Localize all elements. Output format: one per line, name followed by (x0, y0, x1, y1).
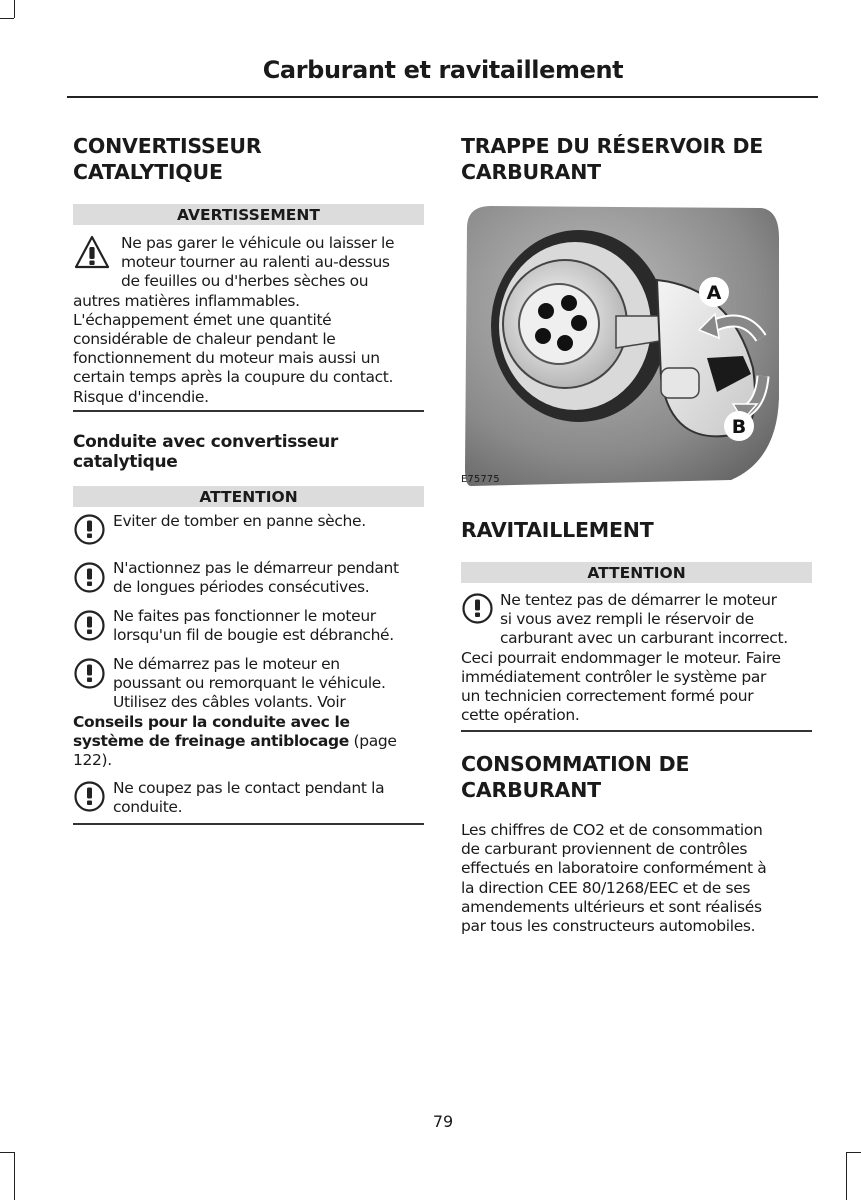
warning-text-indented (121, 234, 429, 292)
crop-mark (846, 1152, 861, 1153)
text-line: Ceci pourrait endommager le moteur. Faire (461, 648, 781, 667)
filler-neck (519, 284, 599, 364)
cross-reference-link[interactable]: système de freinage antiblocage (73, 731, 349, 750)
text-line: Ne coupez pas le contact pendant la (113, 779, 385, 797)
section-heading-refuelling: RAVITAILLEMENT (461, 518, 654, 542)
text-line: Les chiffres de CO2 et de consommation (461, 821, 763, 839)
caution-text (113, 559, 429, 597)
text-line: Utilisez des câbles volants. Voir (113, 693, 346, 712)
cross-reference (73, 713, 429, 771)
text-line: de carburant proviennent de contrôles (461, 840, 748, 859)
heading-line: CARBURANT (461, 778, 601, 802)
section-heading-catalytic-converter (73, 133, 261, 185)
caution-text (113, 655, 429, 713)
refuel-caution-text-indented (500, 591, 817, 649)
flap-latch (661, 368, 699, 398)
text-line: effectués en laboratoire conformément à (461, 859, 767, 878)
figure-code: E75775 (461, 474, 500, 485)
text-line: Ne pas garer le véhicule ou laisser le (121, 234, 395, 252)
text-line: moteur tourner au ralenti au-dessus (121, 253, 390, 272)
text-line: lorsqu'un fil de bougie est débranché. (113, 626, 394, 645)
text-line: immédiatement contrôler le système par (461, 667, 767, 686)
text-line: la direction CEE 80/1268/EEC et de ses (461, 878, 751, 897)
text-line: certain temps après la coupure du contact. (73, 368, 394, 387)
section-heading-fuel-flap (461, 133, 763, 185)
text-line: par tous les constructeurs automobiles. (461, 917, 756, 936)
heading-line: TRAPPE DU RÉSERVOIR DE (461, 134, 764, 158)
heading-line: CONVERTISSEUR (73, 134, 262, 158)
text-line: poussant ou remorquant le véhicule. (113, 674, 386, 693)
heading-line: CATALYTIQUE (73, 160, 223, 184)
caution-text (113, 779, 429, 817)
warning-triangle-icon (73, 234, 111, 272)
text-line: si vous avez rempli le réservoir de (500, 610, 754, 629)
caution-exclamation-icon (73, 513, 106, 546)
warning-bar: AVERTISSEMENT (73, 204, 424, 225)
heading-line: CARBURANT (461, 160, 601, 184)
section-heading-fuel-consumption (461, 751, 689, 803)
caution-exclamation-icon (73, 657, 106, 690)
heading-line: CONSOMMATION DE (461, 752, 690, 776)
text-line: amendements ultérieurs et sont réalisés (461, 897, 762, 916)
attention-bar: ATTENTION (461, 562, 812, 583)
text-line: cette opération. (461, 706, 580, 725)
text-line: de feuilles ou d'herbes sèches ou (121, 272, 369, 291)
crop-mark (846, 1152, 847, 1200)
text-line: fonctionnement du moteur mais aussi un (73, 349, 380, 368)
crop-mark (14, 0, 15, 18)
crop-mark (0, 1152, 14, 1153)
subheading-driving-catalytic (73, 433, 338, 472)
text-line: un technicien correctement formé pour (461, 687, 754, 705)
cross-reference-link[interactable]: Conseils pour la conduite avec le (73, 712, 350, 731)
text-fragment: (page (348, 731, 397, 750)
header-rule (67, 96, 818, 98)
text-line: autres matières inflammables. (73, 291, 300, 310)
text-line: 122). (73, 751, 112, 769)
page-title: Carburant et ravitaillement (262, 56, 624, 84)
page-number: 79 (432, 1112, 454, 1131)
text-line: Ne tentez pas de démarrer le moteur (500, 591, 777, 609)
caution-text: Eviter de tomber en panne sèche. (113, 512, 366, 530)
refuel-caution-text (461, 649, 817, 726)
text-line: L'échappement émet une quantité (73, 310, 332, 329)
caution-exclamation-icon (73, 561, 106, 594)
caution-exclamation-icon (73, 780, 106, 813)
text-line: Ne faites pas fonctionner le moteur (113, 607, 376, 625)
subheading-line: Conduite avec convertisseur (73, 432, 338, 452)
caution-text (113, 607, 429, 645)
crop-mark (0, 18, 14, 19)
text-line: conduite. (113, 798, 183, 817)
callout-b-label: B (731, 416, 747, 438)
text-line: Risque d'incendie. (73, 387, 209, 406)
consumption-text (461, 821, 817, 936)
crop-mark (14, 1152, 15, 1200)
attention-bar: ATTENTION (73, 486, 424, 507)
text-line: carburant avec un carburant incorrect. (500, 629, 788, 648)
section-separator (73, 410, 424, 412)
fuel-flap-illustration (461, 198, 817, 490)
warning-text (73, 292, 429, 407)
section-separator (461, 730, 812, 732)
text-line: N'actionnez pas le démarreur pendant (113, 559, 399, 577)
section-separator (73, 823, 424, 825)
caution-exclamation-icon (73, 609, 106, 642)
text-line: Ne démarrez pas le moteur en (113, 655, 340, 673)
subheading-line: catalytique (73, 451, 178, 472)
text-line: de longues périodes consécutives. (113, 578, 370, 597)
caution-exclamation-icon (461, 592, 494, 625)
text-line: considérable de chaleur pendant le (73, 330, 336, 348)
callout-a-label: A (706, 282, 722, 304)
